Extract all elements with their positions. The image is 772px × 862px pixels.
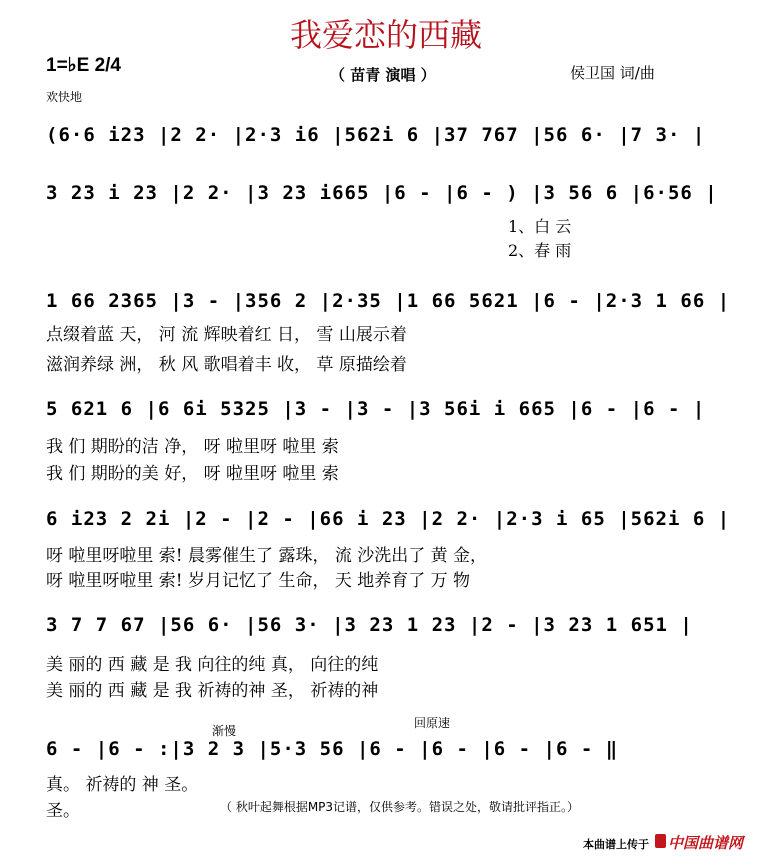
score-row-7-lyric-1: 真。 祈祷的 神 圣。 bbox=[46, 775, 199, 795]
upload-credit: 本曲谱上传于 bbox=[583, 838, 649, 851]
singer-credit: （ 苗青 演唱 ） bbox=[330, 66, 436, 84]
return-tempo-marking: 回原速 bbox=[414, 716, 451, 730]
site-logo-icon bbox=[655, 834, 666, 848]
tempo-marking: 欢快地 bbox=[46, 90, 83, 104]
song-title: 我爱恋的西藏 bbox=[289, 16, 482, 54]
score-row-5-notes: 6 i23 2 2i |2 - |2 - |66 i 23 |2 2· |2·3 i 65 |562i 6 | bbox=[46, 508, 731, 530]
slow-down-marking: 渐慢 bbox=[212, 724, 237, 738]
score-row-1-notes: (6·6 i23 |2 2· |2·3 i6 |562i 6 |37 767 |56 6· |7 3· | bbox=[46, 124, 706, 146]
score-row-2-lyric-2: 2、春 雨 bbox=[508, 241, 572, 260]
score-row-5-lyric-2: 呀 啦里呀啦里 索! 岁月记忆了 生命， 天 地养育了 万 物 bbox=[46, 571, 471, 591]
score-row-6-lyric-2: 美 丽的 西 藏 是 我 祈祷的神 圣， 祈祷的神 bbox=[46, 681, 379, 701]
key-signature: 1=♭E 2/4 bbox=[46, 55, 121, 76]
transcriber-note: （ 秋叶起舞根据MP3记谱，仅供参考。错误之处，敬请批评指正。） bbox=[220, 800, 580, 814]
score-row-2-lyric-1: 1、白 云 bbox=[508, 217, 572, 236]
score-row-6-lyric-1: 美 丽的 西 藏 是 我 向往的纯 真， 向往的纯 bbox=[46, 655, 379, 675]
score-row-6-notes: 3 7 7 67 |56 6· |56 3· |3 23 1 23 |2 - |3 23 1 651 | bbox=[46, 614, 693, 636]
score-row-4-notes: 5 621 6 |6 6i 5325 |3 - |3 - |3 56i i 665 |6 - |6 - | bbox=[46, 398, 706, 420]
score-row-3-lyric-2: 滋润养绿 洲， 秋 风 歌唱着丰 收， 草 原描绘着 bbox=[46, 355, 407, 375]
score-row-3-lyric-1: 点缀着蓝 天， 河 流 辉映着红 日， 雪 山展示着 bbox=[46, 325, 407, 345]
author-credit: 侯卫国 词/曲 bbox=[570, 64, 655, 82]
score-row-4-lyric-2: 我 们 期盼的美 好， 呀 啦里呀 啦里 索 bbox=[46, 464, 339, 484]
score-row-3-notes: 1 66 2365 |3 - |356 2 |2·35 |1 66 5621 |6 - |2·3 1 66 | bbox=[46, 290, 731, 312]
score-row-7-lyric-2: 圣。 bbox=[46, 801, 80, 821]
score-row-4-lyric-1: 我 们 期盼的洁 净， 呀 啦里呀 啦里 索 bbox=[46, 437, 339, 457]
score-row-2-notes: 3 23 i 23 |2 2· |3 23 i665 |6 - |6 - ) |3 56 6 |6·56 | bbox=[46, 182, 718, 204]
site-logo-text: 中国曲谱网 bbox=[668, 835, 744, 852]
score-row-7-notes: 6 - |6 - :|3 2 3 |5·3 56 |6 - |6 - |6 - |6 - ‖ bbox=[46, 738, 619, 760]
score-row-5-lyric-1: 呀 啦里呀啦里 索! 晨雾催生了 露珠， 流 沙洗出了 黄 金， bbox=[46, 546, 488, 566]
